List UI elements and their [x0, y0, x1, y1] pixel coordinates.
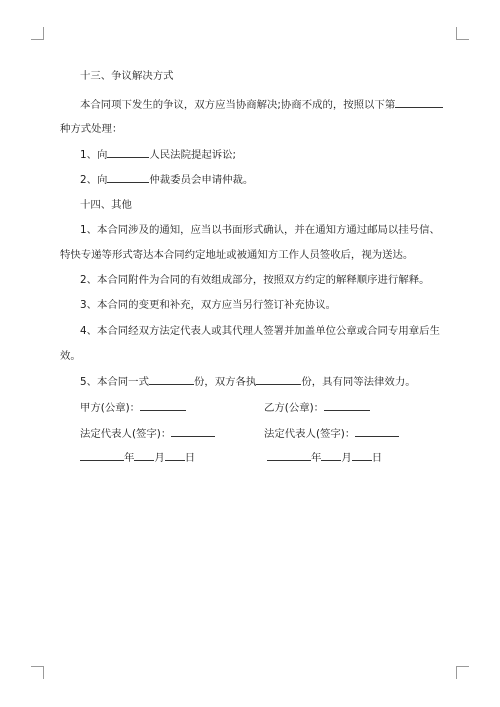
month-label: 月: [341, 452, 352, 464]
blank-field: [355, 426, 399, 437]
option-1-prefix: 1、向: [80, 149, 108, 161]
clause-5-prefix: 5、本合同一式: [80, 376, 149, 388]
option-2: [80, 172, 253, 187]
blank-field: [140, 400, 186, 411]
option-1: [80, 147, 236, 162]
year-label: 年: [124, 452, 135, 464]
blank-field: [256, 374, 301, 385]
clause-3: 3、本合同的变更和补充，双方应当另行签订补充协议。: [80, 299, 336, 311]
blank-field: [107, 172, 149, 183]
crop-mark-top-left: [31, 27, 44, 40]
blank-field: [395, 97, 443, 108]
crop-mark-top-right: [456, 27, 469, 40]
section-14-heading: 十四、其他: [80, 199, 132, 211]
blank-field: [267, 450, 311, 461]
blank-field: [149, 374, 194, 385]
clause-1-line-1: 1、本合同涉及的通知，应当以书面形式确认，并在通知方通过邮局以挂号信、: [80, 224, 440, 236]
section-13-paragraph-continuation: 种方式处理：: [60, 123, 123, 135]
crop-mark-bottom-left: [31, 666, 44, 679]
party-a-representative: [80, 426, 215, 441]
month-label: 月: [154, 452, 165, 464]
year-label: 年: [311, 452, 322, 464]
section-13-heading: 十三、争议解决方式: [80, 70, 174, 82]
party-b-representative: [264, 426, 399, 441]
rep-b-label: 法定代表人(签字)：: [264, 428, 356, 440]
blank-field: [107, 147, 149, 158]
blank-field: [80, 450, 124, 461]
clause-5-suffix: 份，具有同等法律效力。: [301, 376, 416, 388]
section-13-paragraph: [80, 97, 443, 112]
crop-mark-bottom-right: [456, 666, 469, 679]
party-b-seal: [264, 400, 370, 415]
clause-5-middle: 份，双方各执: [193, 376, 257, 388]
blank-field: [352, 450, 372, 461]
party-b-label: 乙方(公章)：: [264, 402, 325, 414]
party-b-date: [267, 450, 382, 465]
party-a-date: [80, 450, 195, 465]
party-a-label: 甲方(公章)：: [80, 402, 141, 414]
blank-field: [134, 450, 154, 461]
option-1-suffix: 人民法院提起诉讼;: [149, 149, 237, 161]
clause-5: [80, 374, 416, 389]
option-2-prefix: 2、向: [80, 174, 108, 186]
clause-4-line-2: 效。: [60, 350, 81, 362]
clause-4-line-1: 4、本合同经双方法定代表人或其代理人签署并加盖单位公章或合同专用章后生: [80, 325, 440, 337]
day-label: 日: [184, 452, 196, 464]
clause-1-line-2: 特快专递等形式寄达本合同约定地址或被通知方工作人员签收后，视为送达。: [60, 249, 414, 261]
blank-field: [171, 426, 215, 437]
blank-field: [321, 450, 341, 461]
clause-2: 2、本合同附件为合同的有效组成部分，按照双方约定的解释顺序进行解释。: [80, 274, 430, 286]
blank-field: [165, 450, 185, 461]
party-a-seal: [80, 400, 186, 415]
day-label: 日: [371, 452, 383, 464]
blank-field: [324, 400, 370, 411]
rep-a-label: 法定代表人(签字)：: [80, 428, 172, 440]
option-2-suffix: 仲裁委员会申请仲裁。: [149, 174, 254, 186]
paragraph-text: 本合同项下发生的争议，双方应当协商解决;协商不成的，按照以下第: [80, 99, 396, 111]
